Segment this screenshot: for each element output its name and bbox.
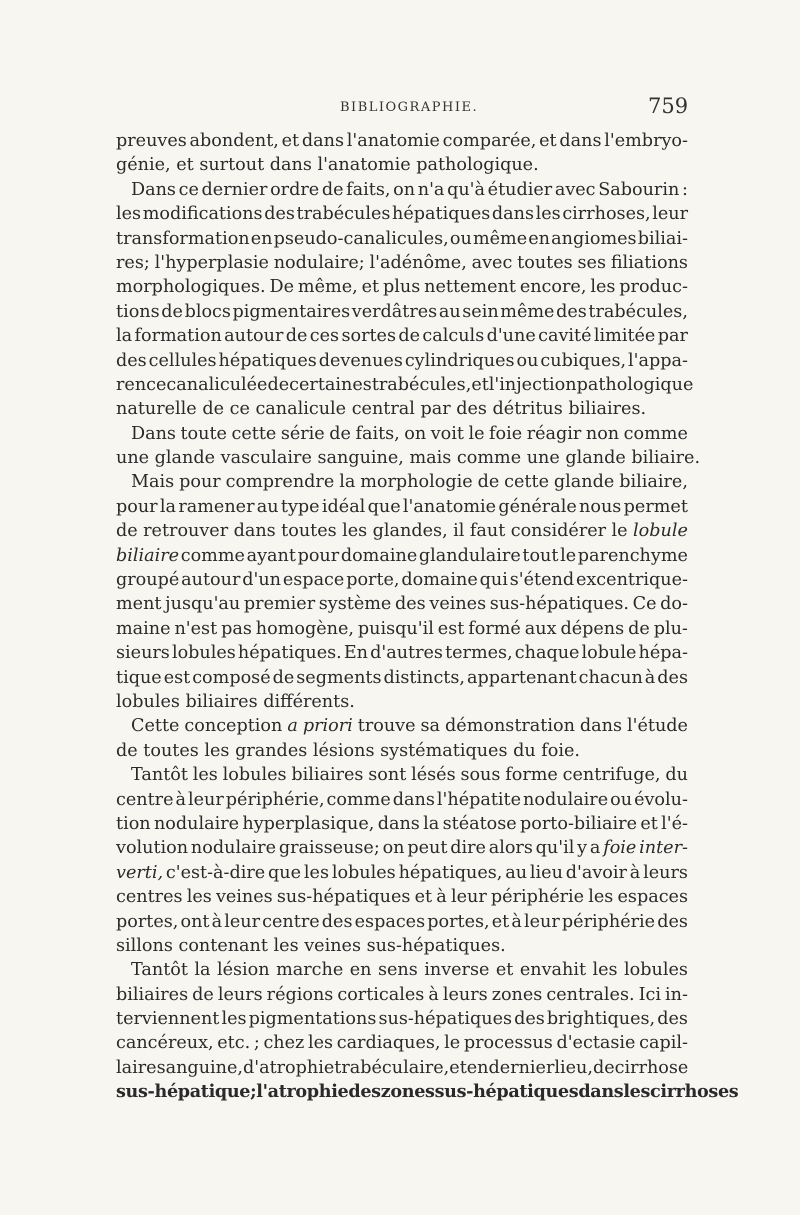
text-line: Dans toute cette série de faits, on voit le foie réagir non comme [131,423,688,444]
text-line: transformation en pseudo-canalicules, ou même en angiomes biliai- [116,228,688,249]
text-line: sillons contenant les veines sus-hépatiques. [116,935,506,956]
text-line: preuves abondent, et dans l'anatomie comparée, et dans l'embryo- [116,131,688,151]
text-line: la formation autour de ces sortes de calculs d'une cavité limitée par [116,326,688,347]
running-title: BIBLIOGRAPHIE. [340,100,479,115]
text-line: res; l'hyperplasie nodulaire; l'adénôme, avec toutes ses filiations [116,252,688,273]
text-line: centres les veines sus-hépatiques et à leur périphérie les espaces [116,887,688,908]
text-line: pour la ramener au type idéal que l'anatomie générale nous permet [116,496,688,517]
text-line: rence canaliculée de certaines trabécules, et l'injection pathologique [116,374,694,395]
text-line: les modifications des trabécules hépatiques dans les cirrhoses, leur [116,204,688,225]
text-line: terviennent les pigmentations sus-hépatiques des brightiques, des [116,1009,688,1030]
body-text [116,129,739,1105]
text-line: naturelle de ce canalicule central par des détritus biliaires. [116,399,647,420]
text-line: portes, ont à leur centre des espaces portes, et à leur périphérie des [116,911,688,932]
text-line: tique est composé de segments distincts, appartenant chacun à des [116,667,688,688]
text-line: cancéreux, etc. ; chez les cardiaques, le processus d'ectasie capil- [116,1033,688,1054]
text-line: Cette conception a priori trouve sa démonstration dans l'étude [131,716,688,737]
text-line: maine n'est pas homogène, puisqu'il est formé aux dépens de plu- [116,618,688,639]
text-line: volution nodulaire graisseuse; on peut dire alors qu'il y a foie inter- [116,838,688,859]
text-line: groupé autour d'un espace porte, domaine qui s'étend excentrique- [116,570,688,591]
text-line: laire sanguine, d'atrophie trabéculaire, et en dernier lieu, de cirrhose [116,1057,689,1078]
text-line: de retrouver dans toutes les glandes, il faut considérer le lobule [116,521,688,542]
text-line: de toutes les grandes lésions systématiques du foie. [116,740,581,761]
text-line: sus-hépatique; l'atrophie des zones sus-hépatiques dans les cirrhoses [116,1081,739,1103]
text-line: verti, c'est-à-dire que les lobules hépatiques, au lieu d'avoir à leurs [116,862,688,883]
text-line: lobules biliaires différents. [116,691,355,712]
text-line: des cellules hépatiques devenues cylindriques ou cubiques, l'appa- [116,350,688,371]
text-line: biliaires de leurs régions corticales à leurs zones centrales. Ici in- [116,984,688,1005]
text-line: sieurs lobules hépatiques. En d'autres termes, chaque lobule hépa- [116,643,688,664]
text-line: morphologiques. De même, et plus nettement encore, les produc- [116,277,688,298]
text-line: Tantôt les lobules biliaires sont lésés sous forme centrifuge, du [131,765,688,786]
text-line: biliaire comme ayant pour domaine glandulaire tout le parenchyme [116,545,688,566]
text-line: Dans ce dernier ordre de faits, on n'a qu'à étudier avec Sabourin : [131,179,688,200]
text-line: tion nodulaire hyperplasique, dans la stéatose porto-biliaire et l'é- [116,813,688,834]
text-line: Mais pour comprendre la morphologie de cette glande biliaire, [131,472,688,493]
text-line: génie, et surtout dans l'anatomie pathologique. [116,155,539,176]
text-line: tions de blocs pigmentaires verdâtres au sein même des trabécules, [116,301,688,322]
text-line: centre à leur périphérie, comme dans l'hépatite nodulaire ou évolu- [116,789,688,810]
text-line: Tantôt la lésion marche en sens inverse et envahit les lobules [131,960,688,981]
text-line: ment jusqu'au premier système des veines sus-hépatiques. Ce do- [116,594,688,615]
text-line: une glande vasculaire sanguine, mais comme une glande biliaire. [116,448,701,469]
page-number: 759 [648,94,689,118]
